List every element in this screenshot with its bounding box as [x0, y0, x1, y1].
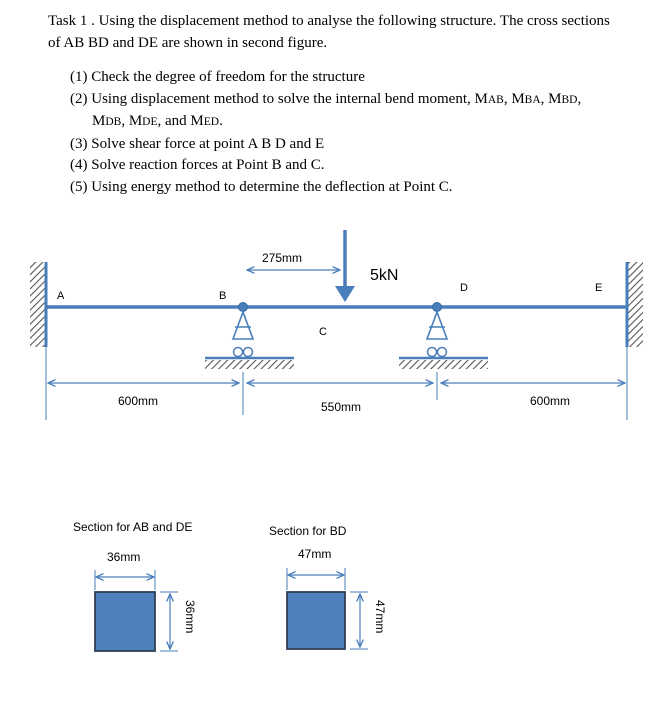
section-ab-de-title: Section for AB and DE	[73, 520, 193, 534]
task-item-2-cont: MDB, MDE, and MED.	[92, 113, 223, 129]
point-label-e: E	[595, 282, 603, 294]
dim-right-label: 600mm	[530, 394, 571, 408]
section-ab-de-width: 36mm	[107, 550, 141, 564]
section-ab-de-square	[95, 592, 155, 651]
load-label: 5kN	[370, 267, 399, 284]
section-bd-title: Section for BD	[269, 524, 347, 538]
section-bd-square	[287, 592, 345, 649]
roller-support-b	[205, 303, 294, 370]
task-item-5: (5) Using energy method to determine the deflection at Point C.	[70, 178, 453, 195]
point-label-b: B	[219, 290, 227, 302]
dim-mid-label: 550mm	[321, 400, 362, 414]
roller-support-d	[399, 303, 488, 370]
task-item-3: (3) Solve shear force at point A B D and E	[70, 135, 325, 152]
intro-line-1: Task 1 . Using the displacement method to analyse the following structure. The cross sections	[48, 13, 610, 29]
right-fixed-support	[627, 262, 643, 347]
section-ab-de-height: 36mm	[183, 600, 197, 634]
dim-left-label: 600mm	[118, 394, 159, 408]
left-fixed-support	[30, 262, 46, 347]
dim-top-label: 275mm	[262, 251, 303, 265]
section-bd-width: 47mm	[298, 547, 332, 561]
point-label-a: A	[57, 290, 65, 302]
task-item-4: (4) Solve reaction forces at Point B and C.	[70, 157, 325, 173]
intro-line-2: of AB BD and DE are shown in second figure.	[48, 35, 328, 51]
moment-list-1: MAB, MBA, MBD,	[474, 90, 582, 107]
point-label-c: C	[319, 326, 327, 338]
section-bd-height: 47mm	[373, 600, 387, 634]
load-arrow-5kn	[335, 230, 355, 302]
task-item-1: (1) Check the degree of freedom for the structure	[70, 69, 365, 85]
point-label-d: D	[460, 282, 468, 294]
task-item-2: (2) Using displacement method to solve the internal bend moment, MAB, MBA, MBD,	[70, 90, 582, 107]
